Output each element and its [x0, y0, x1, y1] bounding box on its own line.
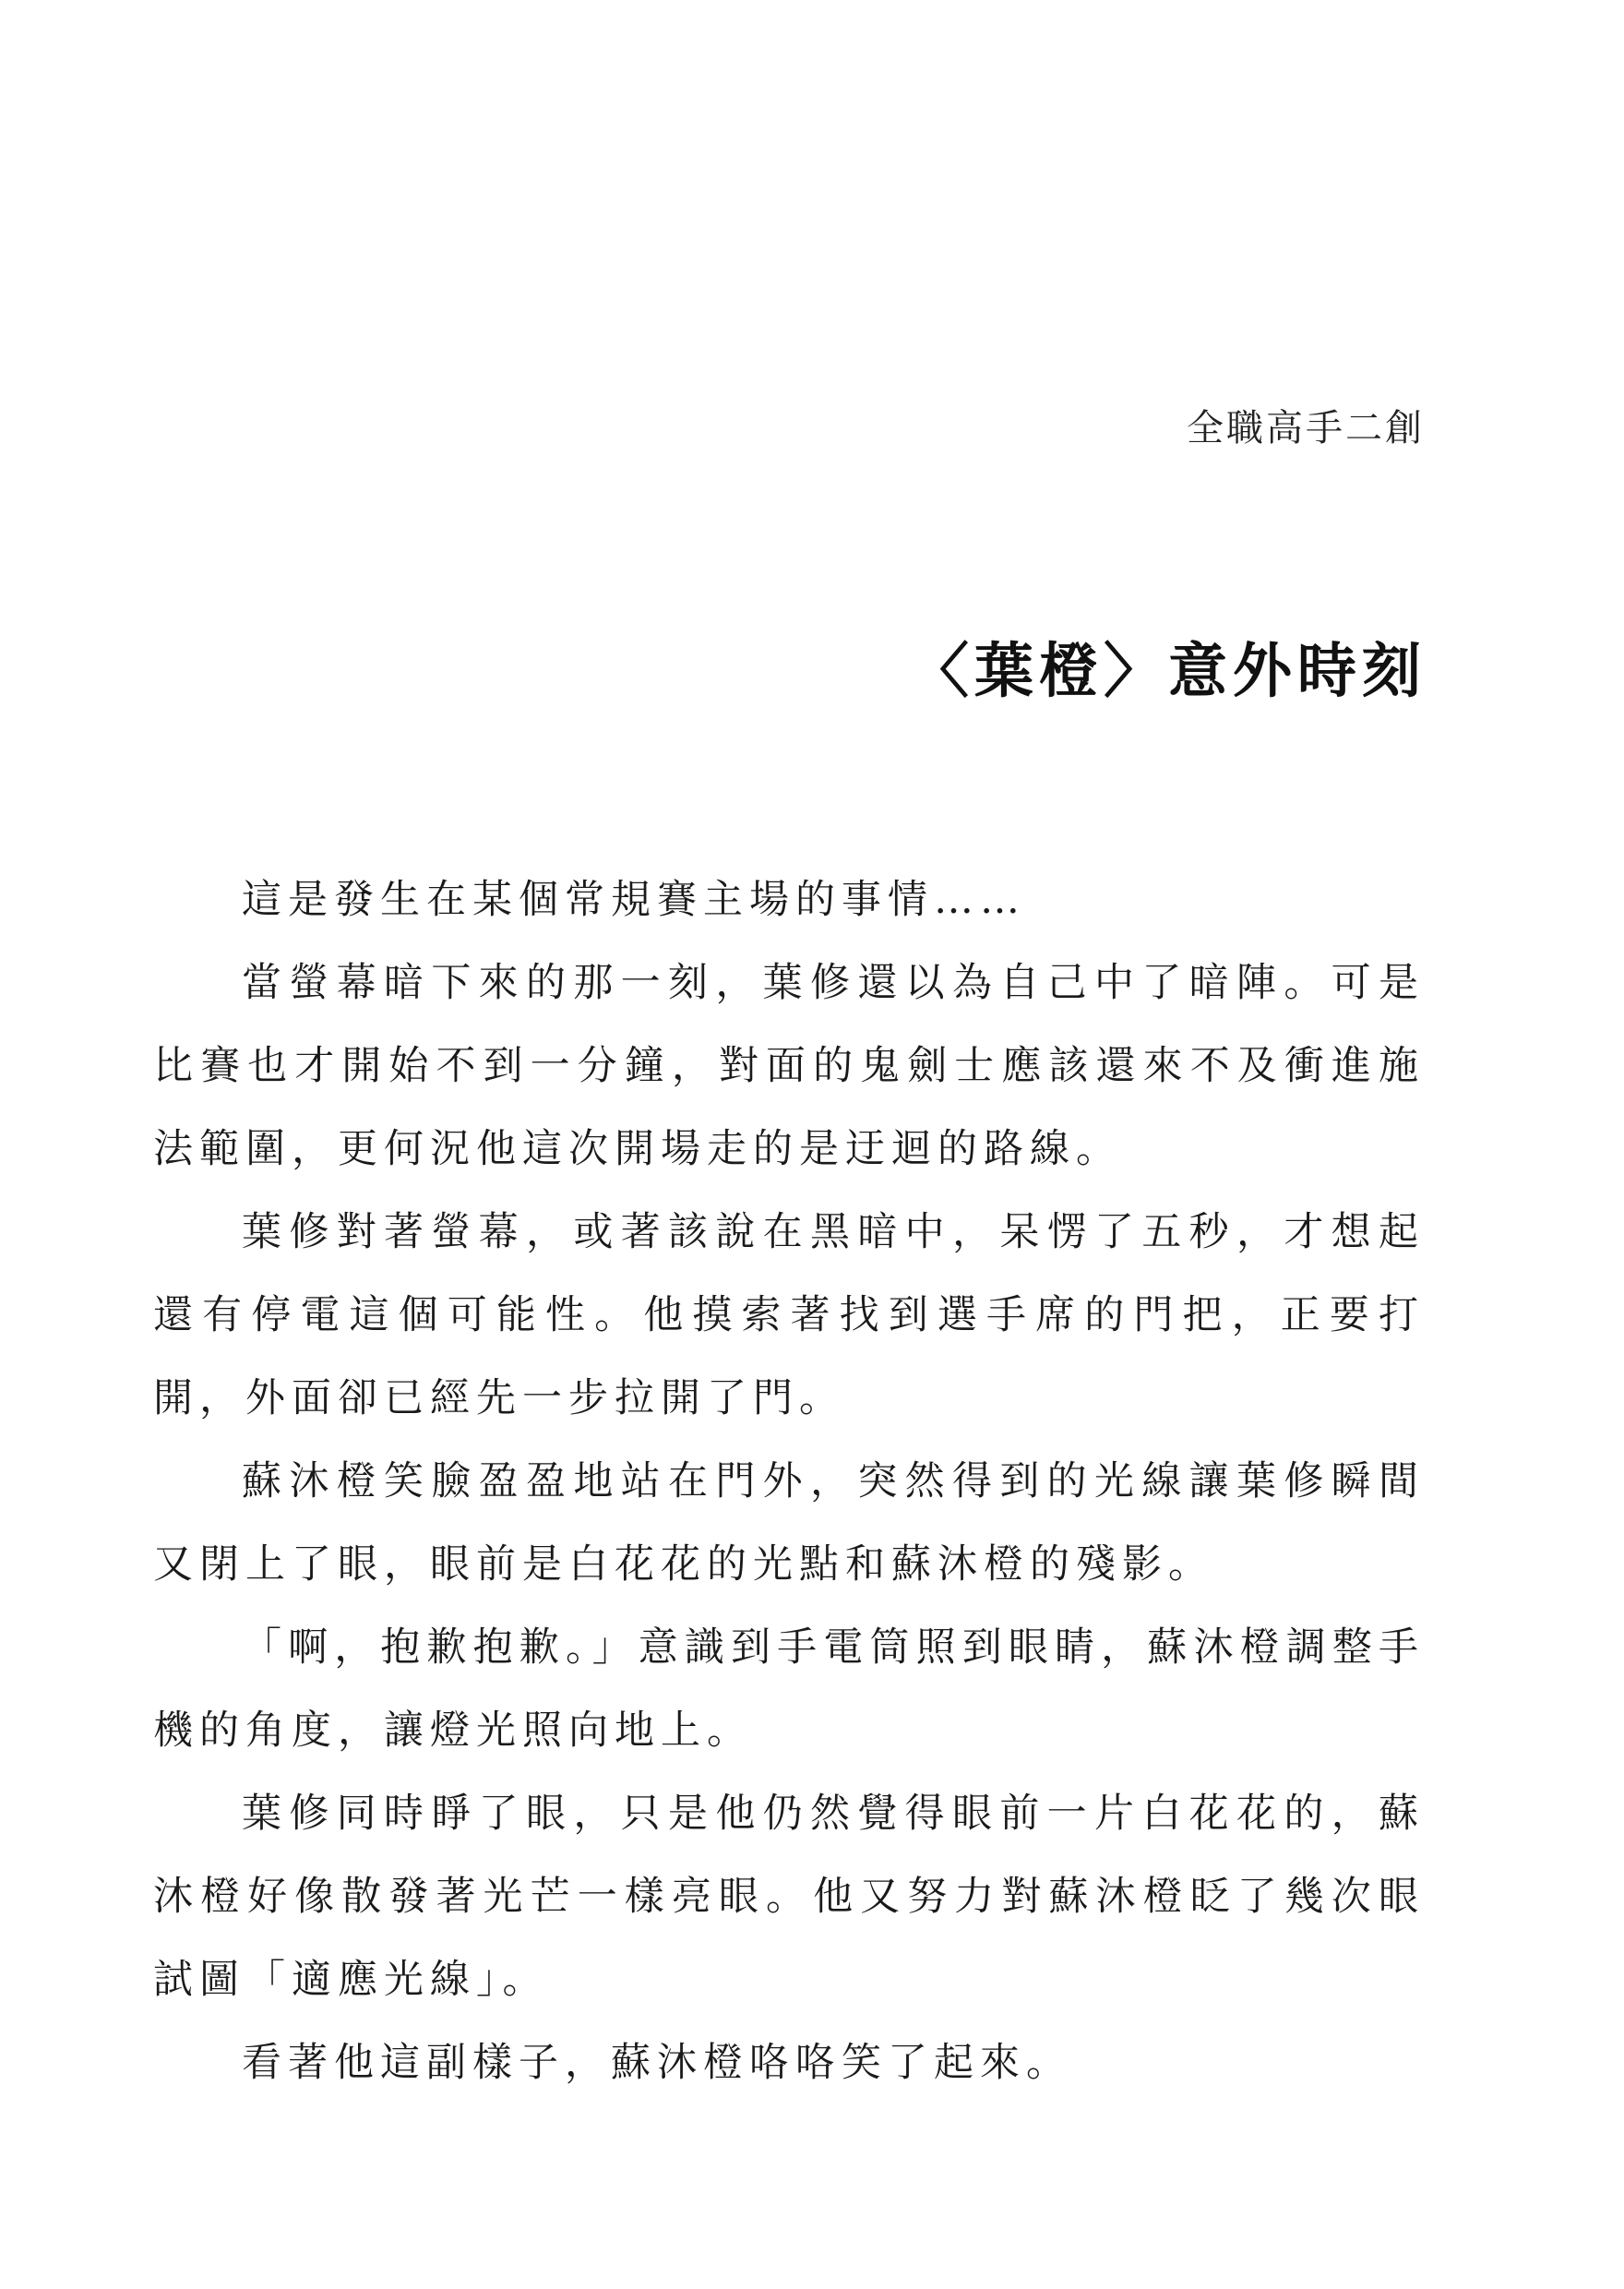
- paragraph: 葉修同時睜了眼，只是他仍然覺得眼前一片白花花的，蘇沐橙好像散發著光芒一樣亮眼。他又努力對蘇沐橙眨了幾次眼試圖「適應光線」。: [153, 1791, 1425, 2003]
- series-label: 全職高手二創: [1187, 407, 1425, 449]
- paragraph: 這是發生在某個常規賽主場的事情……: [242, 877, 1026, 923]
- paragraph: 看著他這副樣子，蘇沐橙咯咯笑了起來。: [242, 2040, 1072, 2086]
- body-text: [153, 858, 1425, 2104]
- paragraph: 蘇沐橙笑臉盈盈地站在門外，突然得到的光線讓葉修瞬間又閉上了眼，眼前是白花花的光點和蘇沐橙的殘影。: [153, 1458, 1425, 1588]
- paragraph: 「啊，抱歉抱歉。」意識到手電筒照到眼睛，蘇沐橙調整手機的角度，讓燈光照向地上。: [153, 1624, 1425, 1754]
- paragraph: 葉修對著螢幕，或著該說在黑暗中，呆愣了五秒，才想起還有停電這個可能性。他摸索著找到選手席的門把，正要打開，外面卻已經先一步拉開了門。: [153, 1209, 1425, 1421]
- chapter-title: 〈葉橙〉意外時刻: [910, 637, 1427, 706]
- paragraph: 當螢幕暗下來的那一刻，葉修還以為自己中了暗陣。可是比賽也才開始不到一分鐘，對面的鬼劍士應該還來不及衝進施法範圍，更何況他這次開場走的是迂迴的路線。: [153, 960, 1425, 1172]
